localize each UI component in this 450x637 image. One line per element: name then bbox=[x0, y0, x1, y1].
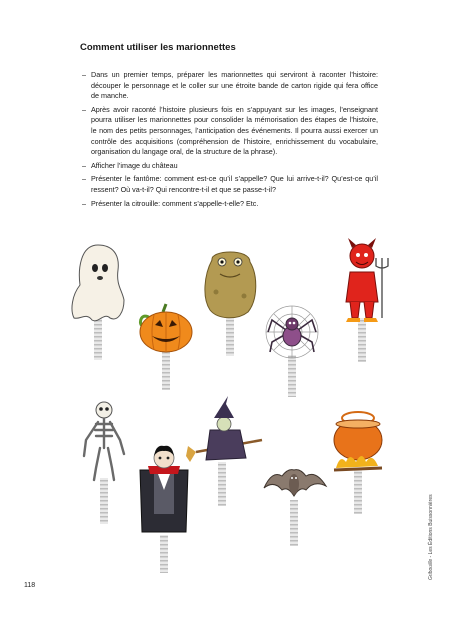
list-item-text: Présenter le fantôme: comment est-ce qu’il s’appelle? Que lui arrive-t-il? Qu’est-ce qu’il ressent? Où va-t-il? Qui rencontre-t-il et que se passe-t-il? bbox=[91, 174, 378, 194]
vampire-puppet bbox=[140, 446, 188, 573]
section-title: Comment utiliser les marionnettes bbox=[80, 42, 236, 53]
bat-body bbox=[289, 474, 299, 494]
ghost-mouth bbox=[97, 276, 103, 280]
spider-puppet bbox=[266, 306, 318, 397]
toad-wart bbox=[214, 290, 219, 295]
skeleton-eye bbox=[99, 407, 103, 411]
bat-eye bbox=[291, 477, 293, 479]
dash-bullet: – bbox=[82, 198, 86, 208]
toad-pupil bbox=[236, 260, 239, 263]
puppet-stick bbox=[100, 478, 108, 524]
devil-trident bbox=[376, 258, 388, 318]
devil-eye bbox=[364, 253, 368, 257]
credit-rest: - Les Éditions Buissonnières bbox=[428, 494, 434, 559]
dash-bullet: – bbox=[82, 160, 86, 170]
witch-broom-bristles bbox=[186, 446, 196, 462]
witch-puppet bbox=[186, 396, 262, 506]
list-item-text: Après avoir raconté l’histoire plusieurs fois en s’appuyant sur les images, l’enseignant pourra utiliser les marionnettes pour consolider la mémorisation des étapes de l’histoire, le nom des petits personnages, l’anticipation des événements. Il pourra aussi exercer un contrôle des acquisitions (compréhension de l’histoire, enrichissement du vocabulaire, organisation du langage oral, de la structure de la phrase). bbox=[91, 104, 378, 157]
pumpkin-stem bbox=[163, 304, 166, 312]
devil-body bbox=[346, 272, 378, 302]
witch-dress bbox=[206, 430, 246, 460]
bat-eye bbox=[295, 477, 297, 479]
ghost-body bbox=[72, 245, 124, 321]
vampire-eye bbox=[159, 457, 162, 460]
devil-eye bbox=[356, 253, 360, 257]
skeleton-skull bbox=[96, 402, 112, 418]
toad-wart bbox=[242, 294, 247, 299]
pumpkin-puppet bbox=[140, 304, 192, 390]
list-item-text: Présenter la citrouille: comment s’appelle-t-elle? Etc. bbox=[91, 198, 259, 208]
witch-hat bbox=[214, 396, 234, 418]
puppet-stick bbox=[358, 318, 366, 362]
list-item-text: Dans un premier temps, préparer les marionnettes qui serviront à raconter l’histoire: découper le personnage et le coller sur une étroite bande de carton rigide qui fera office de manche. bbox=[91, 70, 378, 101]
skeleton-bones bbox=[84, 419, 124, 480]
toad-body bbox=[205, 252, 256, 318]
spider-eye bbox=[289, 322, 292, 325]
spider-head bbox=[286, 318, 298, 330]
skeleton-eye bbox=[105, 407, 109, 411]
cauldron-rim bbox=[336, 420, 380, 428]
publisher-credit bbox=[428, 494, 434, 580]
puppet-stick bbox=[226, 314, 234, 356]
bat-puppet bbox=[264, 470, 326, 546]
ghost-puppet bbox=[72, 245, 124, 360]
dash-bullet: – bbox=[82, 104, 86, 114]
vampire-eye bbox=[167, 457, 170, 460]
cauldron-puppet bbox=[334, 412, 382, 514]
puppet-stick bbox=[218, 462, 226, 506]
credit-italic: Gribouille bbox=[428, 558, 434, 580]
page-number: 118 bbox=[24, 582, 36, 589]
puppet-stick bbox=[288, 355, 296, 397]
spider-eye bbox=[293, 322, 296, 325]
skeleton-puppet bbox=[84, 402, 124, 524]
cauldron-logs bbox=[334, 468, 382, 470]
witch-head bbox=[217, 417, 231, 431]
puppet-stick bbox=[354, 470, 362, 514]
puppet-stick bbox=[290, 500, 298, 546]
ghost-eye bbox=[92, 264, 98, 272]
list-item-text: Afficher l’image du château bbox=[91, 160, 178, 170]
devil-legs bbox=[350, 302, 374, 318]
dash-bullet: – bbox=[82, 174, 86, 184]
dash-bullet: – bbox=[82, 70, 86, 79]
toad-puppet bbox=[205, 252, 256, 356]
devil-puppet bbox=[346, 238, 388, 362]
toad-pupil bbox=[220, 260, 223, 263]
puppet-stick bbox=[160, 535, 168, 573]
ghost-eye bbox=[102, 264, 108, 272]
